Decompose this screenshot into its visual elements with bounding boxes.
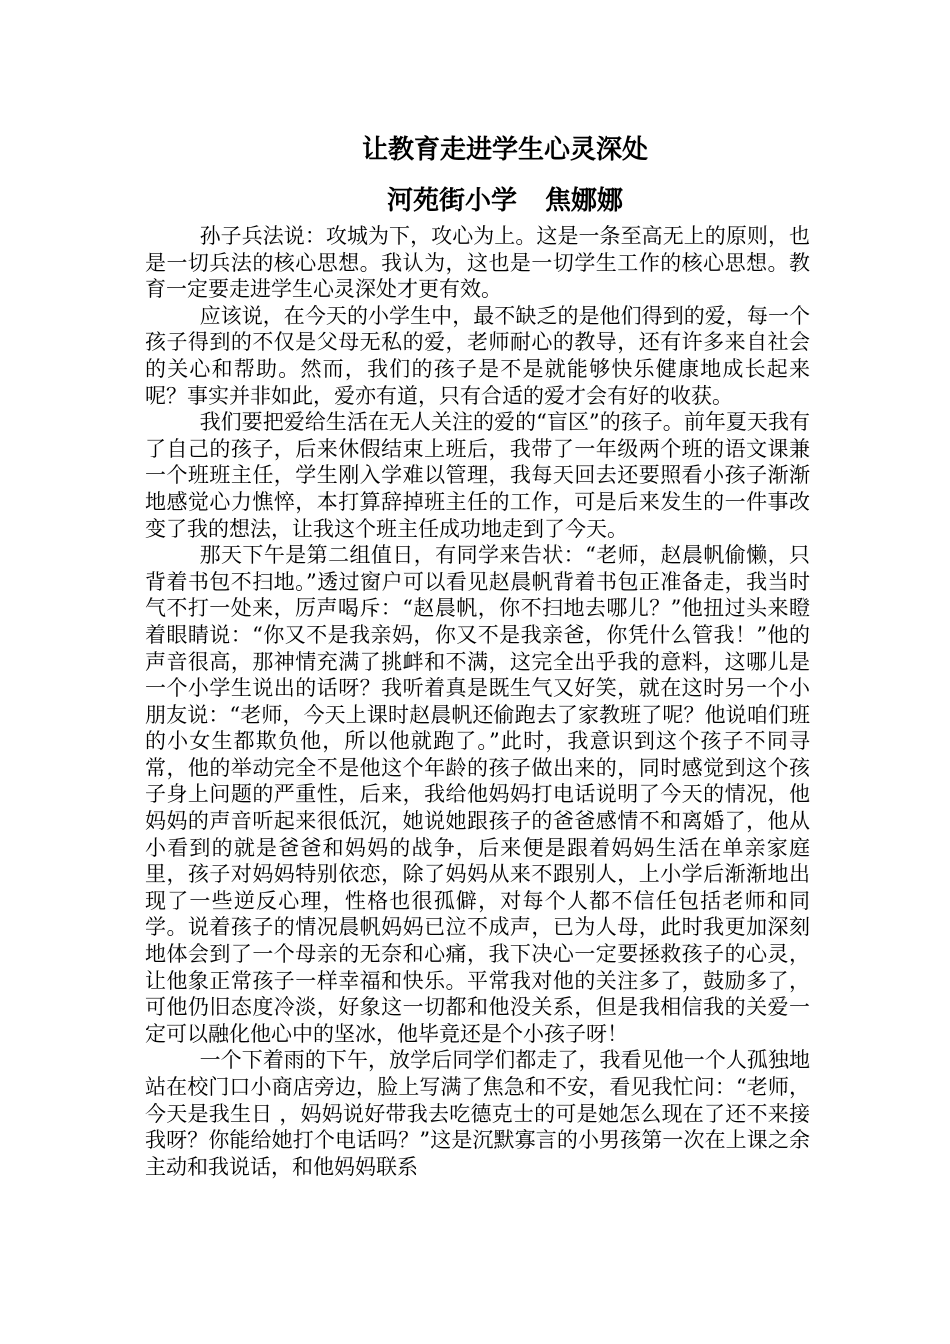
paragraph: 孙子兵法说：攻城为下，攻心为上。这是一条至高无上的原则，也是一切兵法的核心思想。我认为，这也是一切学生工作的核心思想。教育一定要走进学生心灵深处才更有效。 bbox=[145, 224, 810, 302]
paragraph: 应该说，在今天的小学生中，最不缺乏的是他们得到的爱，每一个孩子得到的不仅是父母无私的爱，老师耐心的教导，还有许多来自社会的关心和帮助。然而，我们的孩子是不是就能够快乐健康地成长起来呢？事实并非如此，爱亦有道，只有合适的爱才会有好的收获。 bbox=[145, 303, 810, 408]
author-name: 焦娜娜 bbox=[545, 186, 624, 216]
paragraph: 那天下午是第二组值日，有同学来告状：“老师，赵晨帆偷懒，只背着书包不扫地。”透过窗户可以看见赵晨帆背着书包正准备走，我当时气不打一处来，厉声喝斥：“赵晨帆，你不扫地去哪儿？”他扭过头来瞪着眼睛说：“你又不是我亲妈，你又不是我亲爸，你凭什么管我！”他的声音很高，那神情充满了挑衅和不满，这完全出乎我的意料，这哪儿是一个小学生说出的话呀？我听着真是既生气又好笑，就在这时另一个小朋友说：“老师，今天上课时赵晨帆还偷跑去了家教班了呢？他说咱们班的小女生都欺负他，所以他就跑了。”此时，我意识到这个孩子不同寻常，他的举动完全不是他这个年龄的孩子做出来的，同时感觉到这个孩子身上问题的严重性，后来，我给他妈妈打电话说明了今天的情况，他妈妈的声音听起来很低沉，她说她跟孩子的爸爸感情不和离婚了，他从小看到的就是爸爸和妈妈的战争，后来便是跟着妈妈生活在单亲家庭里，孩子对妈妈特别依恋，除了妈妈从来不跟别人，上小学后渐渐地出现了一些逆反心理，性格也很孤僻，对每个人都不信任包括老师和同学。说着孩子的情况晨帆妈妈已泣不成声，已为人母，此时我更加深刻地体会到了一个母亲的无奈和心痛，我下决心一定要拯救孩子的心灵，让他象正常孩子一样幸福和快乐。平常我对他的关注多了，鼓励多了，可他仍旧态度冷淡，好象这一切都和他没关系，但是我相信我的关爱一定可以融化他心中的坚冰，他毕竟还是个小孩子呀！ bbox=[145, 543, 810, 1046]
paragraph: 一个下着雨的下午，放学后同学们都走了，我看见他一个人孤独地站在校门口小商店旁边，脸上写满了焦急和不安，看见我忙问：“老师，今天是我生日 ，妈妈说好带我去吃德克士的可是她怎么现在了还不来接我呀？你能给她打个电话吗？”这是沉默寡言的小男孩第一次在上课之余主动和我说话，和他妈妈联系 bbox=[145, 1048, 810, 1179]
author-school: 河苑街小学 bbox=[386, 186, 517, 216]
paragraph: 我们要把爱给生活在无人关注的爱的“盲区”的孩子。前年夏天我有了自己的孩子，后来休假结束上班后，我带了一年级两个班的语文课兼一个班班主任，学生刚入学难以管理，我每天回去还要照看小孩子渐渐地感觉心力憔悴，本打算辞掉班主任的工作，可是后来发生的一件事改变了我的想法，让我这个班主任成功地走到了今天。 bbox=[145, 410, 810, 541]
document-body bbox=[145, 223, 810, 1180]
document-byline bbox=[145, 183, 865, 219]
document-title: 让教育走进学生心灵深处 bbox=[361, 135, 648, 165]
